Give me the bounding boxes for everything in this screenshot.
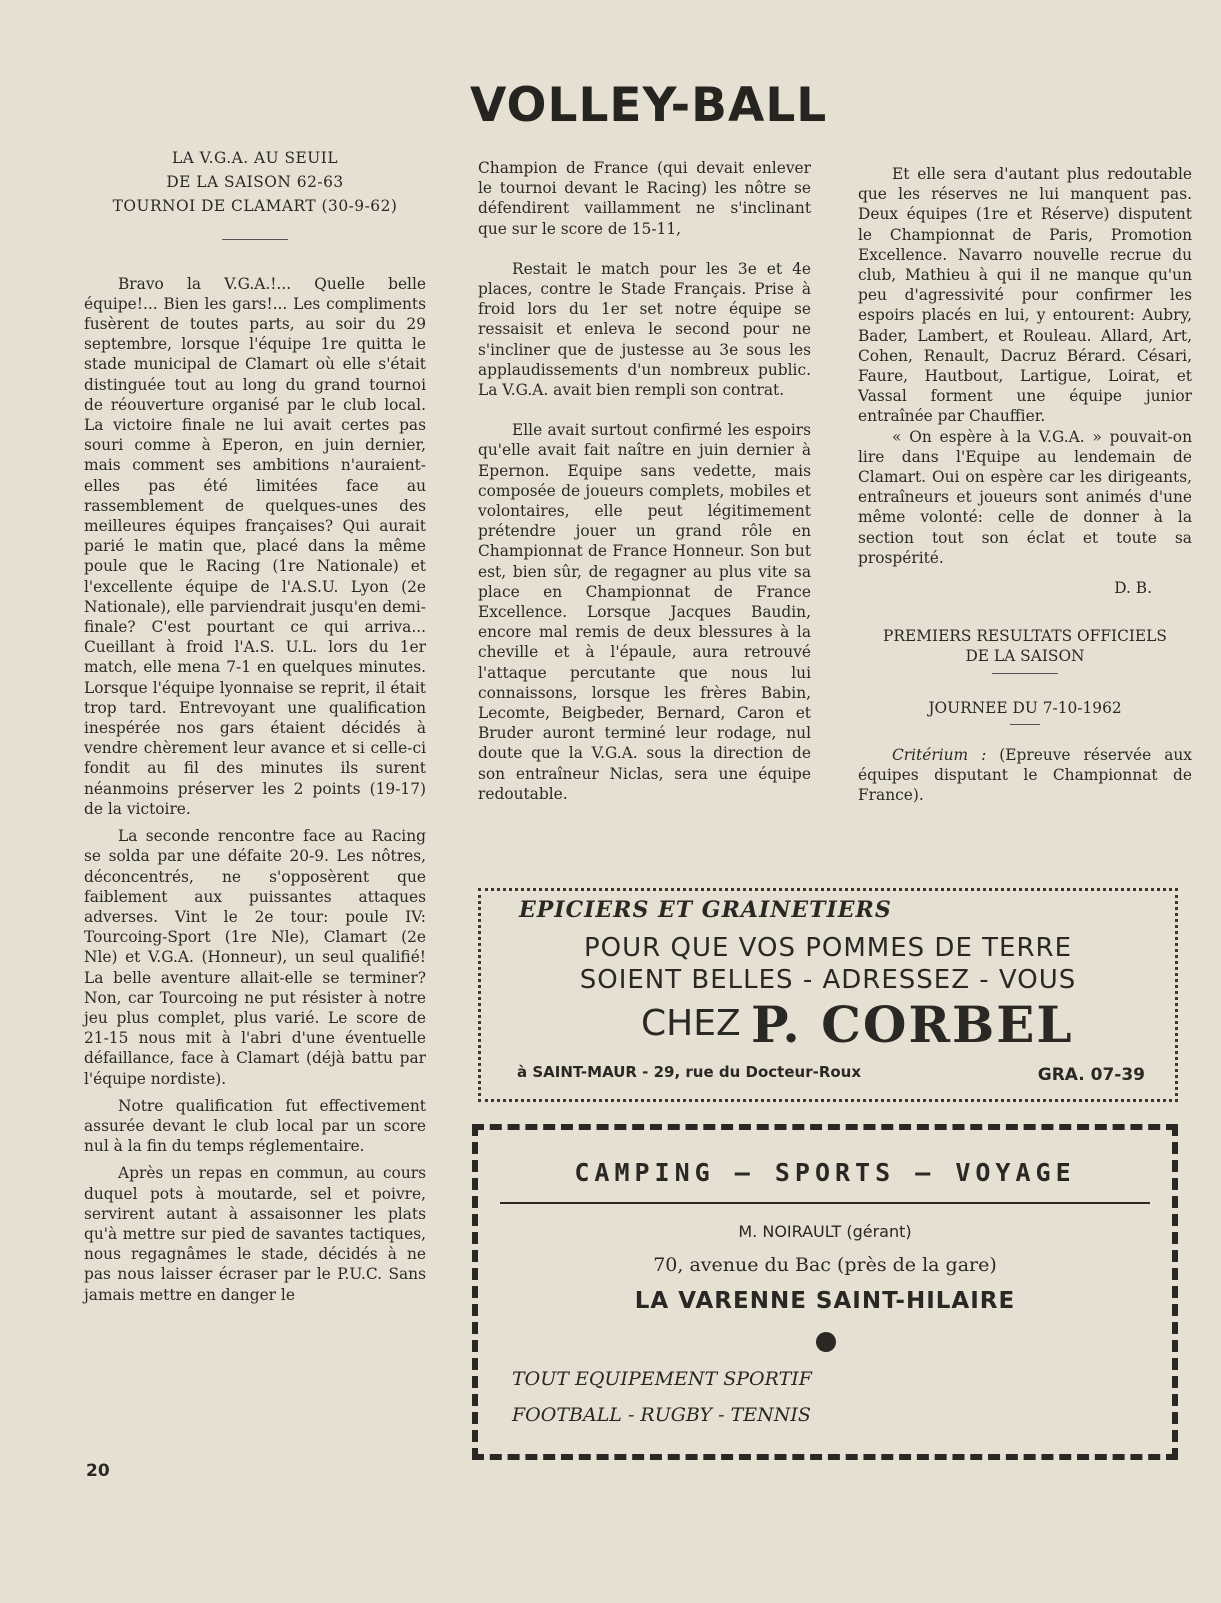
- heading-divider: [222, 239, 288, 240]
- results-divider: [992, 673, 1058, 674]
- advert-corbel-line-1: EPICIERS ET GRAINETIERS: [519, 897, 892, 923]
- article-column-2: [478, 158, 811, 804]
- advert-camping-city: LA VARENNE SAINT-HILAIRE: [634, 1288, 1016, 1314]
- advert-corbel: [478, 888, 1178, 1102]
- page-number: 20: [86, 1461, 110, 1481]
- article-paragraph: Après un repas en commun, au cours duquel pots à moutarde, sel et poivre, servirent autant à assaisonner les plats qu'à mettre sur pied de savantes tactiques, nous regagnâmes le stade, décidés à ne pas nous laisser écraser par le P.U.C. Sans jamais mettre en danger le: [84, 1164, 426, 1304]
- advert-corbel-address: à SAINT-MAUR - 29, rue du Docteur-Roux: [517, 1063, 862, 1081]
- advert-camping-line-5: TOUT EQUIPEMENT SPORTIF: [512, 1368, 812, 1390]
- bullet-dot-icon: [816, 1332, 836, 1352]
- advert-camping-line-6: FOOTBALL - RUGBY - TENNIS: [512, 1404, 811, 1426]
- article-paragraph: Notre qualification fut effectivement assurée devant le club local par un score nul à la fin du temps réglementaire.: [84, 1096, 426, 1156]
- criterium-label: Critérium :: [892, 745, 987, 764]
- advert-corbel-line-3: SOIENT BELLES - ADRESSEZ - VOUS: [579, 965, 1077, 995]
- results-heading-line-2: DE LA SAISON: [965, 647, 1085, 666]
- advert-camping-rule: [500, 1202, 1150, 1204]
- results-day-divider: [1010, 724, 1040, 725]
- advert-corbel-name: P. CORBEL: [751, 995, 1074, 1054]
- article-paragraph: Champion de France (qui devait enlever le tournoi devant le Racing) les nôtre se défendirent vaillamment ne s'inclinant que sur le score de 15-11,: [478, 159, 811, 238]
- article-column-1: [84, 148, 426, 1305]
- advert-camping-address: 70, avenue du Bac (près de la gare): [653, 1254, 997, 1276]
- advert-corbel-chez: CHEZ: [641, 1003, 741, 1044]
- advert-camping: [472, 1124, 1178, 1460]
- advert-camping-line-1: CAMPING — SPORTS — VOYAGE: [574, 1158, 1076, 1187]
- article-heading-line-1: LA V.G.A. AU SEUIL: [171, 149, 339, 167]
- advert-corbel-phone: GRA. 07-39: [1037, 1065, 1145, 1085]
- advert-corbel-line-2: POUR QUE VOS POMMES DE TERRE: [583, 933, 1073, 963]
- article-signature: D. B.: [1114, 579, 1152, 598]
- article-column-3: [858, 164, 1192, 805]
- advert-camping-manager: M. NOIRAULT (gérant): [738, 1222, 912, 1241]
- results-day: JOURNEE DU 7-10-1962: [928, 698, 1122, 717]
- article-paragraph: Restait le match pour les 3e et 4e places, contre le Stade Français. Prise à froid lors du 1er set notre équipe se ressaisit et enleva le second pour ne s'incliner que de justesse au 3e sous les applaudissements d'un nombreux public. La V.G.A. avait bien rempli son contrat.: [478, 259, 811, 400]
- article-paragraph: « On espère à la V.G.A. » pouvait-on lire dans l'Equipe au lendemain de Clamart. Oui on espère car les dirigeants, entraîneurs et joueurs sont animés d'une même volonté: celle de donner à la section tout son éclat et toute sa prospérité.: [858, 427, 1192, 567]
- criterium-text: (Epreuve réservée aux équipes disputant le Championnat de France).: [858, 745, 1192, 805]
- article-heading-line-3: TOURNOI DE CLAMART (30-9-62): [112, 197, 398, 216]
- article-paragraph: Bravo la V.G.A.!... Quelle belle équipe!... Bien les gars!... Les compliments fusèrent de toutes parts, au soir du 29 septembre, lorsque l'équipe 1re quitta le stade municipal de Clamart où elle s'était distinguée tout au long du grand tournoi de réouverture organisé par le club local. La victoire finale ne lui avait certes pas souri comme à Eperon, en juin dernier, mais comment ses ambitions n'auraient-elles pas été limitées face au rassemblement de quelques-unes des meilleures équipes françaises? Qui aurait parié le matin que, placé dans la même poule que le Racing (1re Nationale) et l'excellente équipe de l'A.S.U. Lyon (2e Nationale), elle parviendrait jusqu'en demi-finale? C'est pourtant ce qui arriva... Cueillant à froid l'A.S. U.L. lors du 1er match, elle mena 7-1 en quelques minutes. Lorsque l'équipe lyonnaise se reprit, il était trop tard. Entrevoyant une qualification inespérée nos gars étaient décidés à vendre chèrement leur avance et si celle-ci fondit au fil des minutes ils surent néanmoins préserver les 2 points (19-17) de la victoire.: [84, 274, 426, 818]
- article-heading-line-2: DE LA SAISON 62-63: [166, 173, 344, 192]
- page-title: VOLLEY-BALL: [470, 78, 828, 133]
- results-heading-line-1: PREMIERS RESULTATS OFFICIELS: [883, 627, 1167, 646]
- article-paragraph: Et elle sera d'autant plus redoutable que les réserves ne lui manquent pas. Deux équipes (1re et Réserve) disputent le Championnat de Paris, Promotion Excellence. Navarro nouvelle recrue du club, Mathieu à qui il ne manque qu'un peu d'agressivité pour confirmer les espoirs placés en lui, y entourent: Aubry, Bader, Lambert, et Rouleau. Allard, Art, Cohen, Renault, Dacruz Bérard. Césari, Faure, Hautbout, Lartigue, Loirat, et Vassal forment une équipe junior entraînée par Chauffier.: [858, 165, 1192, 426]
- article-paragraph: Elle avait surtout confirmé les espoirs qu'elle avait fait naître en juin dernier à Epernon. Equipe sans vedette, mais composée de joueurs complets, mobiles et volontaires, elle peut légitimement prétendre jouer un grand rôle en Championnat de France Honneur. Son but est, bien sûr, de regagner au plus vite sa place en Championnat de France Excellence. Lorsque Jacques Baudin, encore mal remis de deux blessures à la cheville et à l'épaule, aura retrouvé l'attaque percutante que nous lui connaissons, lorsque les frères Babin, Lecomte, Beigbeder, Bernard, Caron et Bruder auront terminé leur rodage, nul doute que la V.G.A. sous la direction de son entraîneur Niclas, sera une équipe redoutable.: [478, 421, 811, 803]
- article-paragraph: La seconde rencontre face au Racing se solda par une défaite 20-9. Les nôtres, déconcentrés, ne s'opposèrent que faiblement aux puissantes attaques adverses. Vint le 2e tour: poule IV: Tourcoing-Sport (1re Nle), Clamart (2e Nle) et V.G.A. (Honneur), un seul qualifié! La belle aventure allait-elle se terminer? Non, car Tourcoing ne put résister à notre jeu plus complet, plus varié. Le score de 21-15 nous mit à l'abri d'une éventuelle défaillance, face à Clamart (déjà battu par l'équipe nordiste).: [84, 827, 426, 1088]
